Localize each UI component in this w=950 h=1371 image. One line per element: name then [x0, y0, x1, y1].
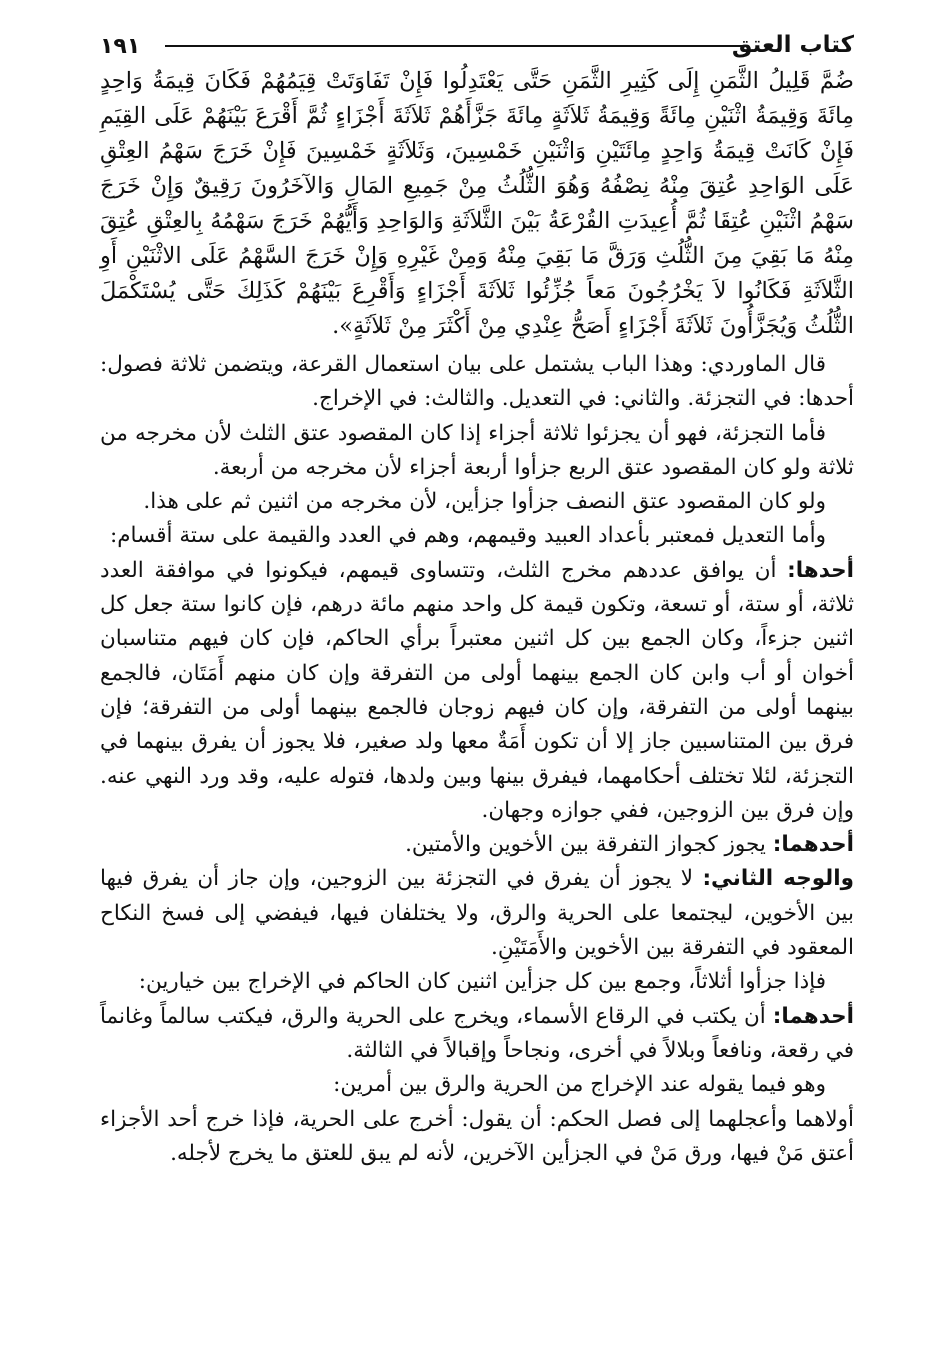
paragraph	[100, 519, 854, 553]
paragraph-text: ضُمَّ قَلِيلُ الثَّمَنِ إِلَى كَثِيرِ الثَّمَنِ حَتَّى يَعْتَدِلُوا فَإِنْ تَفَاوَتَتْ قِيَمُهُمْ فَكَانَ قِيمَةُ وَاحِدٍ مِائَةَ وَقِيمَةُ اثْنَيْنِ مِائَةً وَقِيمَةُ ثَلاَثَةٍ مِائَةَ جَزَّأَهُمْ ثَلاَثَةَ أَجْزَاءٍ ثُمَّ أَقْرَعَ بَيْنَهُمْ عَلَى القِيَمِ فَإِنْ كَانَتْ قِيمَةُ وَاحِدٍ مِائَتَيْنِ وَاثْنَيْنِ خَمْسِينَ، وَثَلاَثَةٍ خَمْسِينَ فَإِنْ خَرَجَ سَهْمُ العِتْقِ عَلَى الوَاحِدِ عُتِقَ مِنْهُ نِصْفُهُ وَهُوَ الثُّلُثُ مِنْ جَمِيعِ المَالِ وَالآخَرُونَ رَقِيقٌ وَإِنْ خَرَجَ سَهْمُ اثْنَيْنِ عُتِقَا ثُمَّ أُعِيدَتِ القُرْعَةُ بَيْنَ الثَّلاَثَةِ وَالوَاحِدِ وَأَيُّهُمْ خَرَجَ سَهْمُهُ بِالعِتْقِ عُتِقَ مِنْهُ مَا بَقِيَ مِنَ الثُّلُثِ وَرَقَّ مَا بَقِيَ مِنْهُ وَمِنْ غَيْرِهِ وَإِنْ خَرَجَ السَّهْمُ عَلَى الاثْنَيْنِ أَوِ الثَّلاَثَةِ فَكَانُوا لاَ يَخْرُجُونَ مَعاً جُزِّئُوا ثَلاَثَةَ أَجْزَاءٍ وَأَقْرِعَ بَيْنَهُمْ كَذَلِكَ حَتَّى يُسْتَكْمَلَ الثُّلُثُ وَيُجَزَّأُونَ ثَلاَثَةَ أَجْزَاءٍ أَصَحُّ عِنْدِي مِنْ أَكْثَرَ مِنْ ثَلاَثَةٍ».	[100, 68, 854, 339]
paragraph-text: قال الماوردي: وهذا الباب يشتمل على بيان استعمال القرعة، ويتضمن ثلاثة فصول: أحدها: في التجزئة. والثاني: في التعديل. والثالث: في الإخراج.	[100, 352, 854, 412]
hadith-text	[100, 64, 854, 344]
paragraph-lead: والوجه الثاني:	[702, 866, 854, 892]
paragraph	[100, 348, 854, 417]
paragraph-text: وأما التعديل فمعتبر بأعداد العبيد وقيمهم، وهم في العدد والقيمة على ستة أقسام:	[109, 523, 826, 549]
book-title: كتاب العتق	[731, 32, 854, 58]
paragraph-text: أن يوافق عددهم مخرج الثلث، وتتساوى قيمهم، فيكونوا في موافقة العدد ثلاثة، أو ستة، أو تسعة، وتكون قيمة كل واحد منهم مائة درهم، فإن كانوا ستة جعل كل اثنين جزءاً، وكان الجمع بين كل اثنين معتبراً برأي الحاكم، فإن كان فيهم متناسبان أخوان أو أب وابن كان الجمع بينهما أولى من التفرقة وإن كان منهم أَمَتَان، فالجمع بينهما أولى من التفرقة، وإن كان فيهم زوجان فالجمع بينهما أولى من التفرقة؛ فإن فرق بين المتناسبين جاز إلا أن تكون أَمَةٌ معها ولد صغير، فلا يجوز أن يفرق بينهما في التجزئة، لئلا تختلف أحكامهما، فيفرق بينها وبين ولدها، فتوله عليه، وقد ورد النهي عنه. وإن فرق بين الزوجين، ففي جوازه وجهان.	[100, 557, 854, 823]
paragraph-text: يجوز كجواز التفرقة بين الأخوين والأمتين.	[405, 832, 766, 858]
paragraph	[100, 1068, 854, 1102]
paragraph	[100, 417, 854, 486]
page-header	[100, 30, 854, 64]
paragraph	[100, 862, 854, 965]
paragraph	[100, 485, 854, 519]
paragraph-text: أن يكتب في الرقاع الأسماء، ويخرج على الحرية والرق، فيكتب سالماً وغانماً في رقعة، ونافعاً وبلالاً في أخرى، ونجاحاً وإقبالاً في الثالثة.	[100, 1003, 854, 1063]
paragraph-text: وهو فيما يقوله عند الإخراج من الحرية والرق بين أمرين:	[333, 1072, 826, 1098]
paragraph	[100, 554, 854, 828]
page-body	[100, 64, 854, 1171]
paragraph-text: فإذا جزأوا أثلاثاً، وجمع بين كل جزأين اثنين كان الحاكم في الإخراج بين خيارين:	[138, 969, 826, 995]
paragraph-lead: أحدهما:	[772, 832, 854, 858]
page-number: ١٩١	[100, 34, 141, 59]
paragraph-text: أولاهما وأعجلهما إلى فصل الحكم: أن يقول: أخرج على الحرية، فإذا خرج أحد الأجزاء أعتق مَنْ فيها، ورق مَنْ في الجزأين الآخرين، لأنه لم يبق للعتق ما يخرج لأجله.	[100, 1106, 854, 1166]
paragraph-text: ولو كان المقصود عتق النصف جزأوا جزأين، لأن مخرجه من اثنين ثم على هذا.	[143, 489, 826, 515]
paragraph-text: لا يجوز أن يفرق في التجزئة بين الزوجين، وإن جاز أن يفرق فيها بين الأخوين، ليجتمعا على الحرية والرق، ولا يختلفان فيها، فيفضي إلى فسخ النكاح المعقود في التفرقة بين الأخوين والأَمَتَيْنِ.	[100, 866, 854, 961]
header-rule	[165, 45, 742, 47]
paragraph	[100, 1103, 854, 1172]
paragraph-text: فأما التجزئة، فهو أن يجزئوا ثلاثة أجزاء إذا كان المقصود عتق الثلث لأن مخرجه من ثلاثة ولو كان المقصود عتق الربع جزأوا أربعة أجزاء لأن مخرجه من أربعة.	[100, 420, 854, 480]
paragraph	[100, 828, 854, 862]
paragraph	[100, 965, 854, 999]
paragraph	[100, 1000, 854, 1069]
paragraph-lead: أحدها:	[787, 557, 855, 583]
paragraph-lead: أحدهما:	[772, 1003, 854, 1029]
